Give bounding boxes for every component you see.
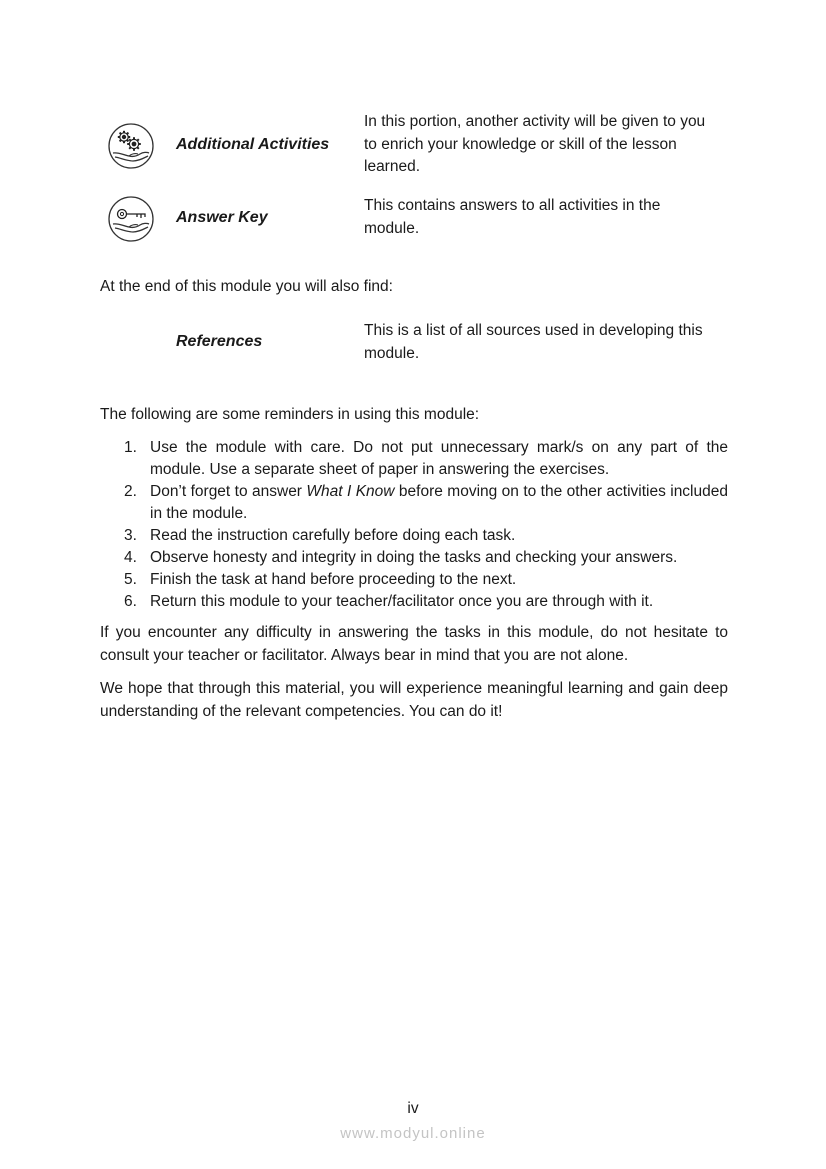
list-item	[124, 525, 728, 547]
list-number: 4.	[124, 549, 137, 566]
list-item	[124, 481, 728, 525]
additional-activities-description: In this portion, another activity will be given to you to enrich your knowledge or skill of the lesson learned.	[364, 113, 706, 175]
list-text: Return this module to your teacher/facilitator once you are through with it.	[150, 593, 654, 610]
references-title: References	[176, 333, 263, 350]
list-number: 1.	[124, 439, 137, 456]
list-text: Finish the task at hand before proceeding to the next.	[150, 571, 517, 588]
page-number: iv	[407, 1100, 419, 1117]
list-number: 5.	[124, 571, 137, 588]
list-text: Don’t forget to answer	[150, 483, 307, 500]
answer-key-title: Answer Key	[176, 209, 268, 226]
additional-activities-title: Additional Activities	[176, 136, 330, 153]
list-item	[124, 437, 728, 481]
key-hand-icon	[107, 195, 155, 243]
list-text: Read the instruction carefully before doing each task.	[150, 527, 516, 544]
watermark: www.modyul.online	[340, 1125, 486, 1142]
list-item	[124, 547, 728, 569]
gears-hand-icon	[107, 122, 155, 170]
reminders-list	[124, 437, 728, 613]
answer-key-description: This contains answers to all activities in the module.	[364, 197, 661, 237]
references-description: This is a list of all sources used in developing this module.	[364, 322, 703, 362]
list-text-emphasis: What I Know	[306, 483, 395, 500]
list-item	[124, 569, 728, 591]
reminders-intro: The following are some reminders in using this module:	[100, 406, 480, 423]
list-text: Use the module with care. Do not put unnecessary mark/s on any part of the module. Use a separate sheet of paper in answering the exercises.	[150, 439, 728, 478]
difficulty-paragraph: If you encounter any difficulty in answering the tasks in this module, do not hesitate to consult your teacher or facilitator. Always bear in mind that you are not alone.	[100, 624, 728, 664]
list-number: 2.	[124, 483, 137, 500]
list-item	[124, 591, 728, 613]
closing-paragraph: We hope that through this material, you will experience meaningful learning and gain deep understanding of the relevant competencies. You can do it!	[100, 680, 728, 720]
list-number: 3.	[124, 527, 137, 544]
list-text: Observe honesty and integrity in doing the tasks and checking your answers.	[150, 549, 678, 566]
list-text: before moving on to the other activities included in the module.	[150, 483, 728, 522]
end-of-module-intro: At the end of this module you will also find:	[100, 278, 393, 295]
list-number: 6.	[124, 593, 137, 610]
